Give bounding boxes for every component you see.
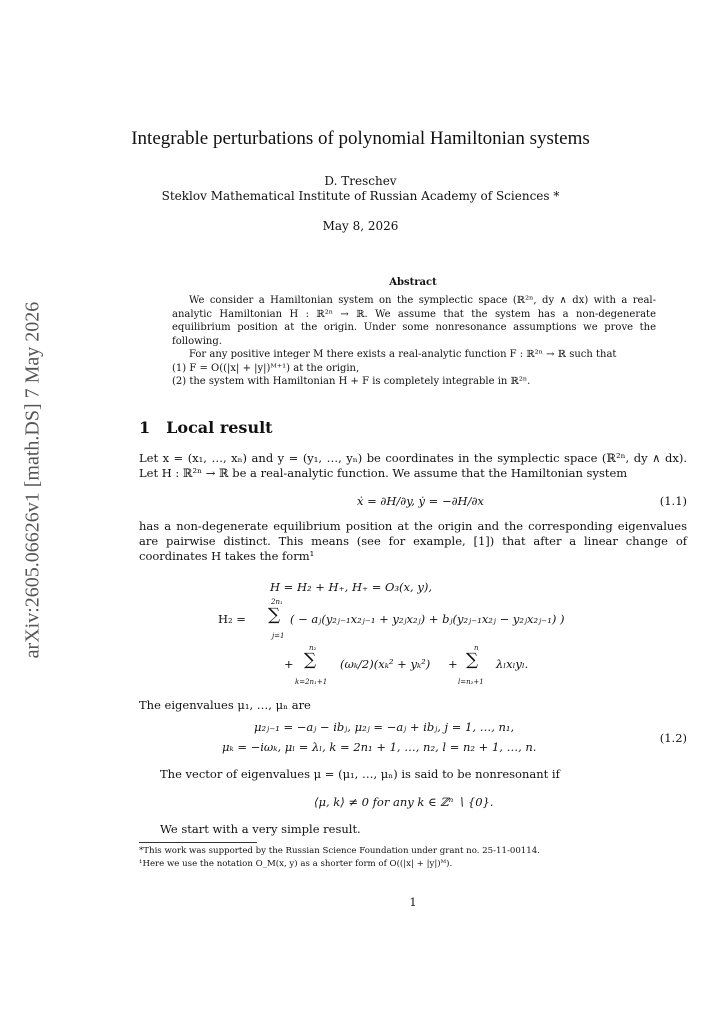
sum-upper-limit: n₂: [309, 644, 317, 652]
sum-lower-limit: j=1: [272, 632, 285, 640]
sum-lower-limit: k=2n₁+1: [295, 678, 328, 686]
abstract-body: [172, 294, 656, 389]
equation-1-1: ẋ = ∂H/∂y, ẏ = −∂H/∂x: [357, 494, 484, 508]
paragraph-text: We start with a very simple result.: [160, 822, 361, 836]
page-number: 1: [409, 896, 417, 909]
summation-sign: ∑: [304, 650, 317, 670]
equation-number: (1.1): [659, 494, 687, 508]
body-paragraph: [139, 519, 687, 564]
summation-sign: ∑: [268, 605, 281, 625]
eigenvalue-line-2: μₖ = −iωₖ, μₗ = λₗ, k = 2n₁ + 1, …, n₂, l = n₂ + 1, …, n.: [222, 740, 537, 754]
paragraph-text: Let x = (x₁, …, xₙ) and y = (y₁, …, yₙ) be coordinates in the symplectic space (ℝ²ⁿ, dy ∧ dx). Let H : ℝ²ⁿ → ℝ be a real-analytic function. We assume that the Hamiltonian system: [139, 451, 687, 480]
paragraph-text: The eigenvalues μ₁, …, μₙ are: [139, 698, 311, 712]
arxiv-identifier: arXiv:2605.06626v1 [math.DS] 7 May 2026: [21, 301, 44, 659]
abstract-item: (2) the system with Hamiltonian H + F is completely integrable in ℝ²ⁿ.: [172, 376, 531, 387]
footnote-funding: *This work was supported by the Russian Science Foundation under grant no. 25-11-00114.: [139, 846, 540, 856]
abstract-heading: Abstract: [389, 277, 437, 288]
plus-sign: +: [448, 657, 458, 671]
h2-second-sum-term: (ωₖ/2)(xₖ² + yₖ²): [340, 657, 431, 671]
footnote-rule: [139, 842, 257, 843]
body-paragraph: [139, 451, 687, 481]
eigenvalue-line-1: μ₂ⱼ₋₁ = −aⱼ − ibⱼ, μ₂ⱼ = −aⱼ + ibⱼ, j = 1, …, n₁,: [254, 720, 515, 734]
plus-sign: +: [284, 657, 294, 671]
sum-upper-limit: 2n₁: [271, 598, 283, 606]
paragraph-text: has a non-degenerate equilibrium position at the origin and the corresponding eigenvalues are pairwise distinct. This means (see for example, [1]) that after a linear change of coordinates H takes the form¹: [139, 519, 687, 563]
abstract-paragraph: We consider a Hamiltonian system on the symplectic space (ℝ²ⁿ, dy ∧ dx) with a real-analytic Hamiltonian H : ℝ²ⁿ → ℝ. We assume that the system has a non-degenerate equilibrium position at the origin. Under some nonresonance assumptions we prove the following.: [172, 295, 656, 347]
nonresonance-condition: ⟨μ, k⟩ ≠ 0 for any k ∈ ℤⁿ ∖ {0}.: [314, 795, 494, 809]
abstract-item: (1) F = O((|x| + |y|)ᴹ⁺¹) at the origin,: [172, 362, 360, 374]
section-number: 1: [139, 418, 151, 437]
body-paragraph: [139, 698, 687, 713]
paper-date: May 8, 2026: [322, 219, 399, 233]
paragraph-text: The vector of eigenvalues μ = (μ₁, …, μₙ) is said to be nonresonant if: [160, 767, 560, 781]
sum-upper-limit: n: [474, 644, 479, 652]
equation-number: (1.2): [659, 731, 687, 745]
h2-first-sum-term: ( − aⱼ(y₂ⱼ₋₁x₂ⱼ₋₁ + y₂ⱼx₂ⱼ) + bⱼ(y₂ⱼ₋₁x₂ⱼ − y₂ⱼx₂ⱼ₋₁) ): [290, 612, 565, 626]
sum-lower-limit: l=n₂+1: [458, 678, 484, 686]
paper-title: Integrable perturbations of polynomial Hamiltonian systems: [131, 128, 590, 149]
hamiltonian-decomposition: H = H₂ + H₊, H₊ = O₃(x, y),: [270, 580, 432, 594]
h2-label: H₂ =: [218, 612, 246, 626]
section-heading: [139, 418, 273, 437]
author-name: D. Treschev: [324, 174, 397, 188]
body-paragraph: [160, 822, 687, 837]
author-institution: Steklov Mathematical Institute of Russian Academy of Sciences *: [161, 189, 560, 203]
summation-sign: ∑: [466, 650, 479, 670]
section-title: Local result: [166, 418, 273, 437]
h2-third-sum-term: λₗxₗyₗ.: [496, 657, 529, 671]
abstract-paragraph: For any positive integer M there exists a real-analytic function F : ℝ²ⁿ → ℝ such that: [189, 349, 617, 360]
body-paragraph: [160, 767, 687, 782]
footnote-notation: ¹Here we use the notation O_M(x, y) as a shorter form of O((|x| + |y|)ᴹ).: [139, 859, 453, 869]
